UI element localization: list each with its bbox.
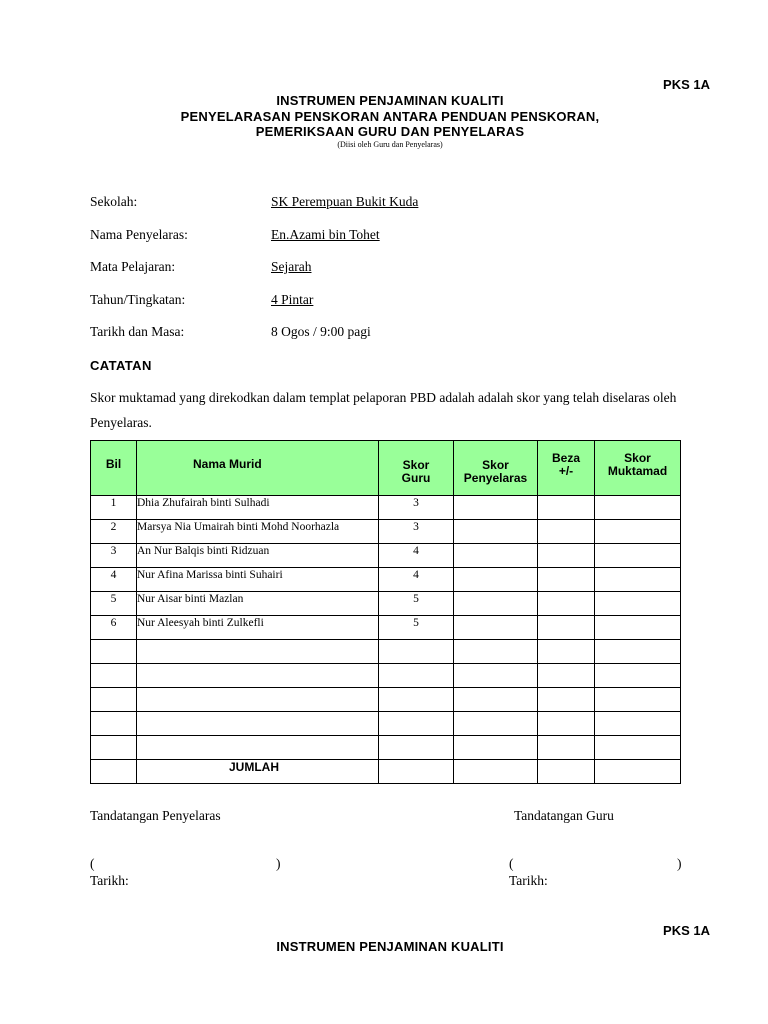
header-beza-line1: Beza [551,451,580,465]
table-row [91,496,681,520]
cell-skor-penyelaras[interactable] [454,592,538,616]
header-skor-guru-line2: Guru [401,471,431,485]
header-skor-guru-line1: Skor [402,458,430,472]
table-row-empty [91,712,681,736]
cell-beza[interactable] [538,496,595,520]
cell-beza[interactable] [538,568,595,592]
catatan-heading: CATATAN [90,358,152,373]
cell-skor-guru: 3 [379,496,454,520]
cell-total-skor-penyelaras[interactable] [454,760,538,784]
header-beza-line2: +/- [558,464,574,478]
tarikh-label-guru: Tarikh: [509,873,548,888]
signature-paren-open-guru: ( [509,856,514,871]
cell-beza[interactable] [538,520,595,544]
cell-nama-murid: Marsya Nia Umairah binti Mohd Noorhazla [137,520,379,544]
header-skor-muktamad-line1: Skor [624,451,651,465]
cell-skor-penyelaras[interactable] [454,544,538,568]
cell-skor-muktamad[interactable] [595,496,681,520]
jumlah-label: JUMLAH [137,760,379,784]
signature-label-penyelaras: Tandatangan Penyelaras [90,808,221,823]
cell-total-beza[interactable] [538,760,595,784]
cell-skor-muktamad[interactable] [595,568,681,592]
cell-skor-guru: 5 [379,616,454,640]
cell-skor-muktamad[interactable] [595,712,681,736]
info-label-penyelaras: Nama Penyelaras: [90,227,188,242]
header-skor-penyelaras-line2: Penyelaras [463,471,528,485]
table-row-empty [91,688,681,712]
cell-beza[interactable] [538,688,595,712]
signature-paren-open-penyelaras: ( [90,856,95,871]
cell-skor-muktamad[interactable] [595,688,681,712]
cell-skor-penyelaras[interactable] [454,568,538,592]
cell-total-bil [91,760,137,784]
cell-beza[interactable] [538,640,595,664]
cell-skor-penyelaras[interactable] [454,712,538,736]
table-row [91,592,681,616]
cell-skor-penyelaras[interactable] [454,736,538,760]
table-row [91,568,681,592]
cell-skor-guru: 3 [379,520,454,544]
table-total-row [91,760,681,784]
cell-skor-penyelaras[interactable] [454,640,538,664]
cell-skor-penyelaras[interactable] [454,664,538,688]
header-skor-muktamad [595,441,681,496]
cell-bil [91,640,137,664]
table-header-row [91,441,681,496]
signature-paren-close-penyelaras: ) [276,856,281,871]
cell-bil: 2 [91,520,137,544]
cell-beza[interactable] [538,616,595,640]
cell-bil: 6 [91,616,137,640]
cell-skor-muktamad[interactable] [595,520,681,544]
catatan-text: Skor muktamad yang direkodkan dalam templat pelaporan PBD adalah adalah skor yang telah diselaras oleh Penyelaras. [90,390,677,430]
cell-bil: 4 [91,568,137,592]
info-value-penyelaras: En.Azami bin Tohet [271,227,380,242]
form-code: PKS 1A [663,77,710,92]
cell-skor-muktamad[interactable] [595,664,681,688]
document-title-page2: INSTRUMEN PENJAMINAN KUALITI [276,939,504,954]
cell-nama-murid[interactable] [137,664,379,688]
header-skor-muktamad-line2: Muktamad [607,464,668,478]
info-value-mata-pelajaran: Sejarah [271,259,312,274]
document-title: INSTRUMEN PENJAMINAN KUALITI [276,93,504,108]
cell-skor-guru[interactable] [379,640,454,664]
cell-skor-guru[interactable] [379,688,454,712]
cell-total-skor-guru[interactable] [379,760,454,784]
cell-nama-murid: An Nur Balqis binti Ridzuan [137,544,379,568]
cell-skor-muktamad[interactable] [595,616,681,640]
tarikh-label-penyelaras: Tarikh: [90,873,129,888]
info-value-tahun: 4 Pintar [271,292,314,307]
header-nama-murid: Nama Murid [137,441,379,496]
cell-nama-murid: Nur Aleesyah binti Zulkefli [137,616,379,640]
cell-skor-guru[interactable] [379,712,454,736]
cell-skor-muktamad[interactable] [595,736,681,760]
signature-paren-close-guru: ) [677,856,682,871]
header-beza [538,441,595,496]
document-subtitle: (Diisi oleh Guru dan Penyelaras) [337,140,443,149]
info-label-sekolah: Sekolah: [90,194,138,209]
table-row-empty [91,664,681,688]
header-skor-guru [379,441,454,496]
score-table [90,440,681,784]
document-title-line2: PENYELARASAN PENSKORAN ANTARA PENDUAN PENSKORAN, [180,109,600,124]
cell-bil [91,712,137,736]
table-row [91,544,681,568]
header-bil: Bil [91,441,137,496]
info-value-tarikh-masa: 8 Ogos / 9:00 pagi [271,324,371,339]
cell-skor-muktamad[interactable] [595,592,681,616]
cell-skor-penyelaras[interactable] [454,688,538,712]
cell-bil [91,688,137,712]
cell-beza[interactable] [538,736,595,760]
cell-nama-murid[interactable] [137,736,379,760]
cell-bil: 1 [91,496,137,520]
cell-nama-murid: Nur Afina Marissa binti Suhairi [137,568,379,592]
cell-nama-murid[interactable] [137,640,379,664]
header-skor-penyelaras [454,441,538,496]
cell-skor-muktamad[interactable] [595,640,681,664]
info-label-tarikh-masa: Tarikh dan Masa: [90,324,185,339]
cell-beza[interactable] [538,712,595,736]
cell-skor-guru: 4 [379,568,454,592]
info-label-tahun: Tahun/Tingkatan: [90,292,186,307]
signature-label-guru: Tandatangan Guru [514,808,614,823]
cell-beza[interactable] [538,592,595,616]
table-row-empty [91,640,681,664]
cell-bil: 3 [91,544,137,568]
cell-skor-guru: 4 [379,544,454,568]
cell-skor-penyelaras[interactable] [454,616,538,640]
cell-nama-murid: Nur Aisar binti Mazlan [137,592,379,616]
cell-beza[interactable] [538,664,595,688]
cell-skor-guru: 5 [379,592,454,616]
cell-beza[interactable] [538,544,595,568]
document-title-line3: PEMERIKSAAN GURU DAN PENYELARAS [255,124,525,139]
cell-bil: 5 [91,592,137,616]
cell-total-muktamad[interactable] [595,760,681,784]
cell-skor-muktamad[interactable] [595,544,681,568]
form-code-page2: PKS 1A [663,923,710,938]
cell-skor-penyelaras[interactable] [454,520,538,544]
cell-skor-guru[interactable] [379,664,454,688]
table-row [91,616,681,640]
cell-bil [91,664,137,688]
table-row-empty [91,736,681,760]
cell-skor-penyelaras[interactable] [454,496,538,520]
info-label-mata-pelajaran: Mata Pelajaran: [90,259,176,274]
table-row [91,520,681,544]
cell-nama-murid[interactable] [137,688,379,712]
cell-nama-murid[interactable] [137,712,379,736]
cell-skor-guru[interactable] [379,736,454,760]
cell-nama-murid: Dhia Zhufairah binti Sulhadi [137,496,379,520]
info-value-sekolah: SK Perempuan Bukit Kuda [271,194,419,209]
cell-bil [91,736,137,760]
header-skor-penyelaras-line1: Skor [482,458,509,472]
